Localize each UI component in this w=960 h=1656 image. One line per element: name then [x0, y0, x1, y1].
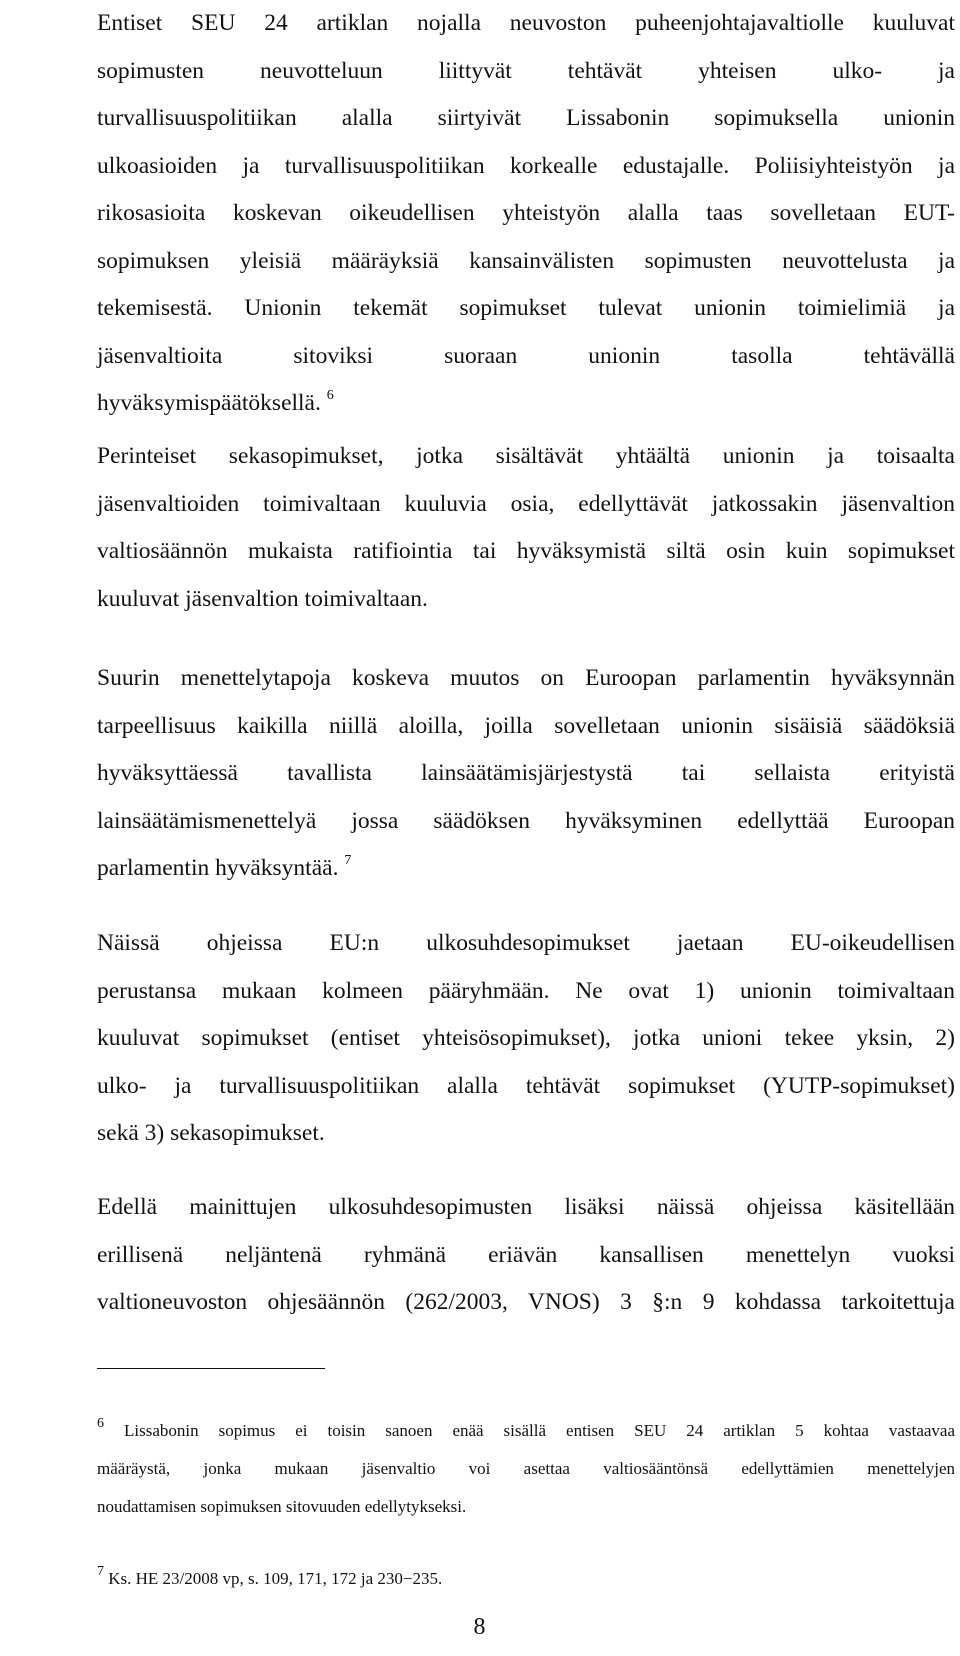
paragraph-2 — [97, 433, 955, 623]
paragraph-4 — [97, 920, 955, 1158]
paragraph-line: tarpeellisuus kaikilla niillä aloilla, joilla sovelletaan unionin sisäisiä säädöksiä — [97, 712, 955, 739]
paragraph-line: rikosasioita koskevan oikeudellisen yhteistyön alalla taas sovelletaan EUT- — [97, 200, 955, 226]
paragraph-line: sopimuksen yleisiä määräyksiä kansainvälisten sopimusten neuvottelusta ja — [97, 247, 955, 274]
paragraph-line: Näissä ohjeissa EU:n ulkosuhdesopimukset jaetaan EU-oikeudellisen — [97, 930, 955, 956]
paragraph-line: turvallisuuspolitiikan alalla siirtyivät Lissabonin sopimuksella unionin — [97, 105, 955, 131]
paragraph-line: valtioneuvoston ohjesäännön (262/2003, VNOS) 3 §:n 9 kohdassa tarkoitettuja — [97, 1289, 955, 1315]
paragraph-line: lainsäätämismenettelyä jossa säädöksen hyväksyminen edellyttää Euroopan — [97, 807, 955, 834]
footnote-6 — [97, 1412, 955, 1526]
paragraph-line — [97, 380, 955, 428]
paragraph-1 — [97, 0, 955, 428]
paragraph-line: erillisenä neljäntenä ryhmänä eriävän kansallisen menettelyn vuoksi — [97, 1241, 955, 1268]
footnote-ref-6[interactable]: 6 — [326, 388, 334, 404]
footnote-line-text: Lissabonin sopimus ei toisin sanoen enää sisällä entisen SEU 24 artiklan 5 kohtaa vastaavaa — [123, 1421, 955, 1440]
footnote-number: 6 — [97, 1416, 104, 1432]
page-number: 8 — [473, 1614, 486, 1640]
paragraph-line: jäsenvaltioita sitoviksi suoraan unionin tasolla tehtävällä — [97, 342, 955, 369]
paragraph-line: Edellä mainittujen ulkosuhdesopimusten lisäksi näissä ohjeissa käsitellään — [97, 1194, 955, 1220]
paragraph-line: tekemisestä. Unionin tekemät sopimukset tulevat unionin toimielimiä ja — [97, 295, 955, 321]
footnote-line: määräystä, jonka mukaan jäsenvaltio voi asettaa valtiosääntönsä edellyttämien menettelyjen — [97, 1459, 955, 1478]
footnote-line — [97, 1560, 955, 1598]
paragraph-line-text: hyväksymispäätöksellä. — [97, 390, 321, 416]
paragraph-line: sekä 3) sekasopimukset. — [97, 1120, 325, 1146]
paragraph-line: Entiset SEU 24 artiklan nojalla neuvoston puheenjohtajavaltiolle kuuluvat — [97, 10, 955, 36]
paragraph-line: perustansa mukaan kolmeen pääryhmään. Ne ovat 1) unionin toimivaltaan — [97, 977, 955, 1004]
paragraph-line: Suurin menettelytapoja koskeva muutos on Euroopan parlamentin hyväksynnän — [97, 665, 955, 691]
paragraph-line: kuuluvat sopimukset (entiset yhteisösopimukset), jotka unioni tekee yksin, 2) — [97, 1025, 955, 1051]
footnote-separator — [97, 1368, 325, 1369]
paragraph-line-text: parlamentin hyväksyntää. — [97, 855, 339, 881]
paragraph-line: sopimusten neuvotteluun liittyvät tehtävät yhteisen ulko- ja — [97, 57, 955, 84]
footnote-line: noudattamisen sopimuksen sitovuuden edellytykseksi. — [97, 1497, 467, 1516]
paragraph-line: Perinteiset sekasopimukset, jotka sisältävät yhtäältä unionin ja toisaalta — [97, 443, 955, 469]
footnote-line — [97, 1412, 955, 1450]
footnote-number: 7 — [97, 1564, 104, 1580]
paragraph-line: ulkoasioiden ja turvallisuuspolitiikan korkealle edustajalle. Poliisiyhteistyön ja — [97, 152, 955, 179]
paragraph-line: jäsenvaltioiden toimivaltaan kuuluvia osia, edellyttävät jatkossakin jäsenvaltion — [97, 490, 955, 517]
paragraph-line: ulko- ja turvallisuuspolitiikan alalla tehtävät sopimukset (YUTP-sopimukset) — [97, 1072, 955, 1099]
paragraph-line — [97, 845, 955, 893]
paragraph-3 — [97, 655, 955, 893]
paragraph-line: hyväksyttäessä tavallista lainsäätämisjärjestystä tai sellaista erityistä — [97, 760, 955, 786]
footnote-7 — [97, 1560, 955, 1598]
footnote-ref-7[interactable]: 7 — [344, 853, 352, 869]
footnote-line-text: Ks. HE 23/2008 vp, s. 109, 171, 172 ja 230−235. — [108, 1569, 443, 1588]
paragraph-5 — [97, 1184, 955, 1327]
paragraph-line: valtiosäännön mukaista ratifiointia tai hyväksymistä siltä osin kuin sopimukset — [97, 538, 955, 564]
paragraph-line: kuuluvat jäsenvaltion toimivaltaan. — [97, 585, 428, 612]
